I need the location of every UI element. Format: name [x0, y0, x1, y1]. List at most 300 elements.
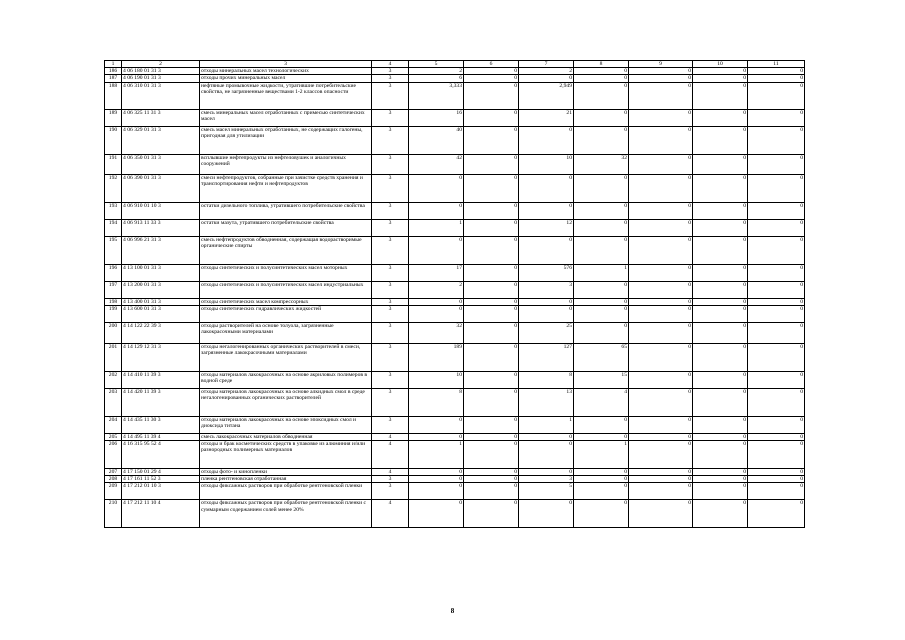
value-cell-6: 0 [464, 433, 519, 440]
waste-name-cell: смесь минеральных масел отработанных с примесью синтетических масел [200, 109, 372, 126]
table-row [105, 174, 805, 202]
waste-name-cell: отходы синтетических гидравлических жидкостей [200, 305, 372, 322]
table-row [105, 68, 805, 75]
value-cell-11: 0 [748, 281, 805, 298]
value-cell-11: 0 [748, 236, 805, 264]
value-cell-8: 0 [574, 433, 629, 440]
value-cell-10: 0 [693, 500, 748, 528]
value-cell-11: 0 [748, 264, 805, 281]
value-cell-11: 0 [748, 219, 805, 236]
waste-name-cell: отходы синтетических масел компрессорных [200, 298, 372, 305]
value-cell-9: 0 [629, 322, 693, 343]
row-number-cell: 196 [105, 264, 122, 281]
value-cell-7: 2 [519, 68, 574, 75]
value-cell-10: 0 [693, 476, 748, 483]
table-row [105, 322, 805, 343]
value-cell-11: 0 [748, 174, 805, 202]
waste-code-cell: 4 17 212 11 10 4 [122, 500, 200, 528]
value-cell-11: 0 [748, 476, 805, 483]
hazard-class-cell: 4 [372, 500, 409, 528]
waste-table [104, 60, 805, 528]
value-cell-11: 0 [748, 75, 805, 82]
table-row [105, 154, 805, 174]
value-cell-9: 0 [629, 441, 693, 469]
value-cell-8: 0 [574, 109, 629, 126]
value-cell-7: 5 [519, 483, 574, 500]
value-cell-5: 0 [409, 174, 464, 202]
value-cell-11: 0 [748, 154, 805, 174]
value-cell-6: 0 [464, 219, 519, 236]
waste-name-cell: отходы фото- и кинопленки [200, 469, 372, 476]
value-cell-6: 0 [464, 469, 519, 476]
header-cell-6: 6 [464, 61, 519, 68]
value-cell-10: 0 [693, 305, 748, 322]
table-row [105, 433, 805, 440]
waste-code-cell: 4 14 410 11 39 3 [122, 371, 200, 388]
waste-name-cell: отходы и брак косметических средств в упаковке из алюминия и/или разнородных полимерных материалов [200, 441, 372, 469]
value-cell-7: 0 [519, 500, 574, 528]
waste-code-cell: 4 14 122 22 39 3 [122, 322, 200, 343]
value-cell-7: 0 [519, 469, 574, 476]
value-cell-5: 2 [409, 281, 464, 298]
hazard-class-cell: 3 [372, 109, 409, 126]
hazard-class-cell: 3 [372, 343, 409, 371]
value-cell-9: 0 [629, 416, 693, 433]
table-row [105, 236, 805, 264]
hazard-class-cell: 4 [372, 469, 409, 476]
waste-code-cell: 4 14 420 11 39 3 [122, 388, 200, 416]
waste-code-cell: 4 06 180 01 31 3 [122, 68, 200, 75]
waste-name-cell: смесь нефтепродуктов обводненная, содержащая водорастворимые органические спирты [200, 236, 372, 264]
value-cell-11: 0 [748, 298, 805, 305]
waste-code-cell: 4 06 996 21 31 3 [122, 236, 200, 264]
table-row [105, 388, 805, 416]
header-row [105, 61, 805, 68]
value-cell-8: 0 [574, 202, 629, 219]
row-number-cell: 192 [105, 174, 122, 202]
value-cell-9: 0 [629, 476, 693, 483]
value-cell-7: 0 [519, 75, 574, 82]
value-cell-5: 2 [409, 68, 464, 75]
value-cell-6: 0 [464, 82, 519, 109]
hazard-class-cell: 3 [372, 236, 409, 264]
value-cell-6: 0 [464, 441, 519, 469]
waste-code-cell: 4 06 910 01 10 3 [122, 202, 200, 219]
row-number-cell: 203 [105, 388, 122, 416]
value-cell-5: 0 [409, 483, 464, 500]
hazard-class-cell: 3 [372, 174, 409, 202]
header-cell-8: 8 [574, 61, 629, 68]
header-cell-10: 10 [693, 61, 748, 68]
waste-code-cell: 4 06 350 01 31 3 [122, 154, 200, 174]
row-number-cell: 209 [105, 483, 122, 500]
table-row [105, 109, 805, 126]
value-cell-5: 189 [409, 343, 464, 371]
waste-code-cell: 4 13 100 01 31 3 [122, 264, 200, 281]
table-row [105, 82, 805, 109]
waste-name-cell: смесь масел минеральных отработанных, не содержащих галогены, пригодная для утилизации [200, 126, 372, 154]
waste-name-cell: отходы растворителей на основе толуола, загрязненные лакокрасочными материалами [200, 322, 372, 343]
hazard-class-cell: 3 [372, 388, 409, 416]
waste-name-cell: остатки дизельного топлива, утратившего потребительские свойства [200, 202, 372, 219]
value-cell-8: 0 [574, 281, 629, 298]
row-number-cell: 201 [105, 343, 122, 371]
value-cell-6: 0 [464, 476, 519, 483]
value-cell-7: 8 [519, 371, 574, 388]
hazard-class-cell: 3 [372, 371, 409, 388]
header-cell-5: 5 [409, 61, 464, 68]
value-cell-6: 0 [464, 264, 519, 281]
value-cell-6: 0 [464, 236, 519, 264]
row-number-cell: 208 [105, 476, 122, 483]
value-cell-10: 0 [693, 82, 748, 109]
value-cell-5: 32 [409, 322, 464, 343]
waste-name-cell: отходы прочих минеральных масел [200, 75, 372, 82]
value-cell-8: 0 [574, 483, 629, 500]
value-cell-11: 0 [748, 469, 805, 476]
waste-code-cell: 4 14 129 12 31 3 [122, 343, 200, 371]
waste-code-cell: 4 13 600 01 31 3 [122, 305, 200, 322]
waste-code-cell: 4 06 190 01 31 3 [122, 75, 200, 82]
header-cell-11: 11 [748, 61, 805, 68]
value-cell-8: 65 [574, 343, 629, 371]
value-cell-5: 10 [409, 371, 464, 388]
waste-name-cell: отходы материалов лакокрасочных на основе эпоксидных смол и диоксида титана [200, 416, 372, 433]
value-cell-10: 0 [693, 433, 748, 440]
table-row [105, 469, 805, 476]
value-cell-8: 0 [574, 500, 629, 528]
row-number-cell: 202 [105, 371, 122, 388]
row-number-cell: 204 [105, 416, 122, 433]
value-cell-7: 576 [519, 264, 574, 281]
value-cell-9: 0 [629, 388, 693, 416]
value-cell-10: 0 [693, 75, 748, 82]
table-row [105, 371, 805, 388]
value-cell-7: 0 [519, 298, 574, 305]
value-cell-5: 0 [409, 298, 464, 305]
value-cell-11: 0 [748, 322, 805, 343]
row-number-cell: 193 [105, 202, 122, 219]
row-number-cell: 200 [105, 322, 122, 343]
value-cell-7: 127 [519, 343, 574, 371]
value-cell-8: 15 [574, 371, 629, 388]
waste-name-cell: смесь лакокрасочных материалов обводненная [200, 433, 372, 440]
row-number-cell: 191 [105, 154, 122, 174]
table-row [105, 500, 805, 528]
value-cell-9: 0 [629, 469, 693, 476]
value-cell-8: 0 [574, 305, 629, 322]
table-row [105, 298, 805, 305]
row-number-cell: 187 [105, 75, 122, 82]
value-cell-5: 0 [409, 476, 464, 483]
value-cell-6: 0 [464, 126, 519, 154]
value-cell-11: 0 [748, 483, 805, 500]
hazard-class-cell: 3 [372, 82, 409, 109]
waste-code-cell: 4 17 161 11 52 3 [122, 476, 200, 483]
value-cell-10: 0 [693, 154, 748, 174]
value-cell-9: 0 [629, 68, 693, 75]
row-number-cell: 188 [105, 82, 122, 109]
value-cell-8: 0 [574, 219, 629, 236]
waste-name-cell: отходы минеральных масел технологических [200, 68, 372, 75]
value-cell-9: 0 [629, 500, 693, 528]
value-cell-5: 0 [409, 469, 464, 476]
value-cell-7: 10 [519, 154, 574, 174]
hazard-class-cell: 3 [372, 305, 409, 322]
waste-code-cell: 4 06 329 01 31 3 [122, 126, 200, 154]
header-cell-2: 2 [122, 61, 200, 68]
row-number-cell: 195 [105, 236, 122, 264]
value-cell-9: 0 [629, 219, 693, 236]
value-cell-5: 16 [409, 109, 464, 126]
value-cell-10: 0 [693, 236, 748, 264]
value-cell-5: 6 [409, 75, 464, 82]
value-cell-7: 21 [519, 109, 574, 126]
value-cell-6: 0 [464, 500, 519, 528]
hazard-class-cell: 4 [372, 433, 409, 440]
value-cell-11: 0 [748, 82, 805, 109]
value-cell-6: 0 [464, 371, 519, 388]
value-cell-10: 0 [693, 174, 748, 202]
value-cell-9: 0 [629, 371, 693, 388]
value-cell-7: 2,949 [519, 82, 574, 109]
value-cell-7: 0 [519, 202, 574, 219]
waste-code-cell: 4 14 435 11 30 3 [122, 416, 200, 433]
value-cell-6: 0 [464, 305, 519, 322]
table-row [105, 126, 805, 154]
value-cell-5: 1 [409, 219, 464, 236]
value-cell-9: 0 [629, 109, 693, 126]
row-number-cell: 194 [105, 219, 122, 236]
value-cell-8: 0 [574, 82, 629, 109]
value-cell-8: 4 [574, 388, 629, 416]
page-number: 8 [450, 607, 455, 615]
table-row [105, 219, 805, 236]
waste-code-cell: 4 06 325 11 31 3 [122, 109, 200, 126]
value-cell-9: 0 [629, 174, 693, 202]
row-number-cell: 210 [105, 500, 122, 528]
waste-name-cell: остатки мазута, утратившего потребительские свойства [200, 219, 372, 236]
value-cell-9: 0 [629, 343, 693, 371]
value-cell-6: 0 [464, 388, 519, 416]
value-cell-11: 0 [748, 109, 805, 126]
value-cell-8: 1 [574, 264, 629, 281]
value-cell-9: 0 [629, 305, 693, 322]
value-cell-6: 0 [464, 202, 519, 219]
value-cell-11: 0 [748, 343, 805, 371]
value-cell-10: 0 [693, 126, 748, 154]
waste-name-cell: отходы синтетических и полусинтетических масел моторных [200, 264, 372, 281]
value-cell-7: 13 [519, 388, 574, 416]
value-cell-10: 0 [693, 281, 748, 298]
waste-name-cell: отходы синтетических и полусинтетических масел индустриальных [200, 281, 372, 298]
row-number-cell: 189 [105, 109, 122, 126]
value-cell-11: 0 [748, 416, 805, 433]
value-cell-10: 0 [693, 109, 748, 126]
hazard-class-cell: 3 [372, 219, 409, 236]
value-cell-8: 0 [574, 322, 629, 343]
value-cell-10: 0 [693, 469, 748, 476]
value-cell-9: 0 [629, 483, 693, 500]
value-cell-9: 0 [629, 433, 693, 440]
hazard-class-cell: 3 [372, 75, 409, 82]
table-row [105, 264, 805, 281]
table-row [105, 75, 805, 82]
value-cell-8: 0 [574, 416, 629, 433]
value-cell-10: 0 [693, 322, 748, 343]
value-cell-8: 0 [574, 68, 629, 75]
value-cell-6: 0 [464, 322, 519, 343]
value-cell-7: 12 [519, 219, 574, 236]
value-cell-10: 0 [693, 388, 748, 416]
waste-name-cell: нефтяные промывочные жидкости, утратившие потребительские свойства, не загрязненные веществами 1-2 классов опасности [200, 82, 372, 109]
value-cell-10: 0 [693, 483, 748, 500]
value-cell-7: 3 [519, 476, 574, 483]
waste-name-cell: отходы фиксажных растворов при обработке рентгеновской пленки с суммарным содержанием солей менее 20% [200, 500, 372, 528]
value-cell-6: 0 [464, 416, 519, 433]
value-cell-7: 0 [519, 433, 574, 440]
value-cell-9: 0 [629, 236, 693, 264]
value-cell-5: 0 [409, 416, 464, 433]
value-cell-6: 0 [464, 174, 519, 202]
value-cell-6: 0 [464, 154, 519, 174]
value-cell-7: 3 [519, 281, 574, 298]
value-cell-9: 0 [629, 126, 693, 154]
value-cell-6: 0 [464, 281, 519, 298]
value-cell-9: 0 [629, 298, 693, 305]
value-cell-11: 0 [748, 305, 805, 322]
waste-code-cell: 4 14 495 11 39 4 [122, 433, 200, 440]
row-number-cell: 199 [105, 305, 122, 322]
value-cell-6: 0 [464, 68, 519, 75]
value-cell-5: 3,333 [409, 82, 464, 109]
table-row [105, 305, 805, 322]
value-cell-9: 0 [629, 202, 693, 219]
value-cell-5: 0 [409, 305, 464, 322]
table-row [105, 202, 805, 219]
waste-code-cell: 4 06 913 11 33 3 [122, 219, 200, 236]
value-cell-5: 42 [409, 154, 464, 174]
value-cell-7: 0 [519, 236, 574, 264]
table-row [105, 416, 805, 433]
value-cell-10: 0 [693, 343, 748, 371]
row-number-cell: 205 [105, 433, 122, 440]
value-cell-11: 0 [748, 441, 805, 469]
value-cell-10: 0 [693, 416, 748, 433]
hazard-class-cell: 3 [372, 416, 409, 433]
value-cell-7: 0 [519, 126, 574, 154]
value-cell-7: 0 [519, 174, 574, 202]
value-cell-11: 0 [748, 202, 805, 219]
table-row [105, 476, 805, 483]
waste-name-cell: всплывшие нефтепродукты из нефтеловушек и аналогичных сооружений [200, 154, 372, 174]
row-number-cell: 190 [105, 126, 122, 154]
waste-name-cell: отходы материалов лакокрасочных на основе алкидных смол в среде негалогенированных органических растворителей [200, 388, 372, 416]
table-row [105, 441, 805, 469]
waste-name-cell: смеси нефтепродуктов, собранные при зачистке средств хранения и транспортирования нефти и нефтепродуктов [200, 174, 372, 202]
header-cell-7: 7 [519, 61, 574, 68]
hazard-class-cell: 3 [372, 126, 409, 154]
value-cell-11: 0 [748, 68, 805, 75]
value-cell-10: 0 [693, 202, 748, 219]
waste-code-cell: 4 16 315 95 52 4 [122, 441, 200, 469]
value-cell-10: 0 [693, 441, 748, 469]
hazard-class-cell: 3 [372, 298, 409, 305]
waste-name-cell: отходы фиксажных растворов при обработке рентгеновской пленки [200, 483, 372, 500]
value-cell-8: 0 [574, 236, 629, 264]
value-cell-9: 0 [629, 264, 693, 281]
value-cell-10: 0 [693, 219, 748, 236]
value-cell-5: 0 [409, 236, 464, 264]
value-cell-5: 40 [409, 126, 464, 154]
header-cell-3: 3 [200, 61, 372, 68]
waste-name-cell: пленка рентгеновская отработанная [200, 476, 372, 483]
value-cell-5: 0 [409, 500, 464, 528]
value-cell-8: 1 [574, 441, 629, 469]
value-cell-5: 1 [409, 441, 464, 469]
waste-code-cell: 4 17 150 01 29 4 [122, 469, 200, 476]
value-cell-8: 32 [574, 154, 629, 174]
value-cell-11: 0 [748, 388, 805, 416]
value-cell-8: 0 [574, 126, 629, 154]
waste-code-cell: 4 06 310 01 31 3 [122, 82, 200, 109]
value-cell-10: 0 [693, 298, 748, 305]
table-row [105, 281, 805, 298]
table-body [105, 68, 805, 528]
hazard-class-cell: 3 [372, 68, 409, 75]
value-cell-8: 0 [574, 75, 629, 82]
value-cell-7: 1 [519, 416, 574, 433]
value-cell-8: 0 [574, 476, 629, 483]
hazard-class-cell: 3 [372, 264, 409, 281]
value-cell-6: 0 [464, 109, 519, 126]
waste-code-cell: 4 13 200 01 31 3 [122, 281, 200, 298]
value-cell-9: 0 [629, 154, 693, 174]
value-cell-11: 0 [748, 433, 805, 440]
waste-code-cell: 4 17 212 01 10 3 [122, 483, 200, 500]
waste-name-cell: отходы негалогенированных органических растворителей в смеси, загрязненные лакокрасочными материалами [200, 343, 372, 371]
value-cell-10: 0 [693, 371, 748, 388]
header-cell-4: 4 [372, 61, 409, 68]
value-cell-11: 0 [748, 371, 805, 388]
hazard-class-cell: 3 [372, 202, 409, 219]
value-cell-10: 0 [693, 68, 748, 75]
value-cell-6: 0 [464, 483, 519, 500]
hazard-class-cell: 3 [372, 476, 409, 483]
row-number-cell: 198 [105, 298, 122, 305]
value-cell-6: 0 [464, 298, 519, 305]
waste-code-cell: 4 13 400 01 31 3 [122, 298, 200, 305]
value-cell-5: 0 [409, 202, 464, 219]
value-cell-8: 0 [574, 298, 629, 305]
hazard-class-cell: 3 [372, 322, 409, 343]
row-number-cell: 207 [105, 469, 122, 476]
header-cell-9: 9 [629, 61, 693, 68]
value-cell-5: 0 [409, 433, 464, 440]
row-number-cell: 186 [105, 68, 122, 75]
hazard-class-cell: 4 [372, 441, 409, 469]
value-cell-7: 0 [519, 441, 574, 469]
waste-name-cell: отходы материалов лакокрасочных на основе акриловых полимеров в водной среде [200, 371, 372, 388]
header-cell-1: 1 [105, 61, 122, 68]
waste-code-cell: 4 06 390 01 31 3 [122, 174, 200, 202]
value-cell-9: 0 [629, 281, 693, 298]
value-cell-11: 0 [748, 500, 805, 528]
table-row [105, 483, 805, 500]
value-cell-10: 0 [693, 264, 748, 281]
value-cell-6: 0 [464, 75, 519, 82]
value-cell-6: 0 [464, 343, 519, 371]
